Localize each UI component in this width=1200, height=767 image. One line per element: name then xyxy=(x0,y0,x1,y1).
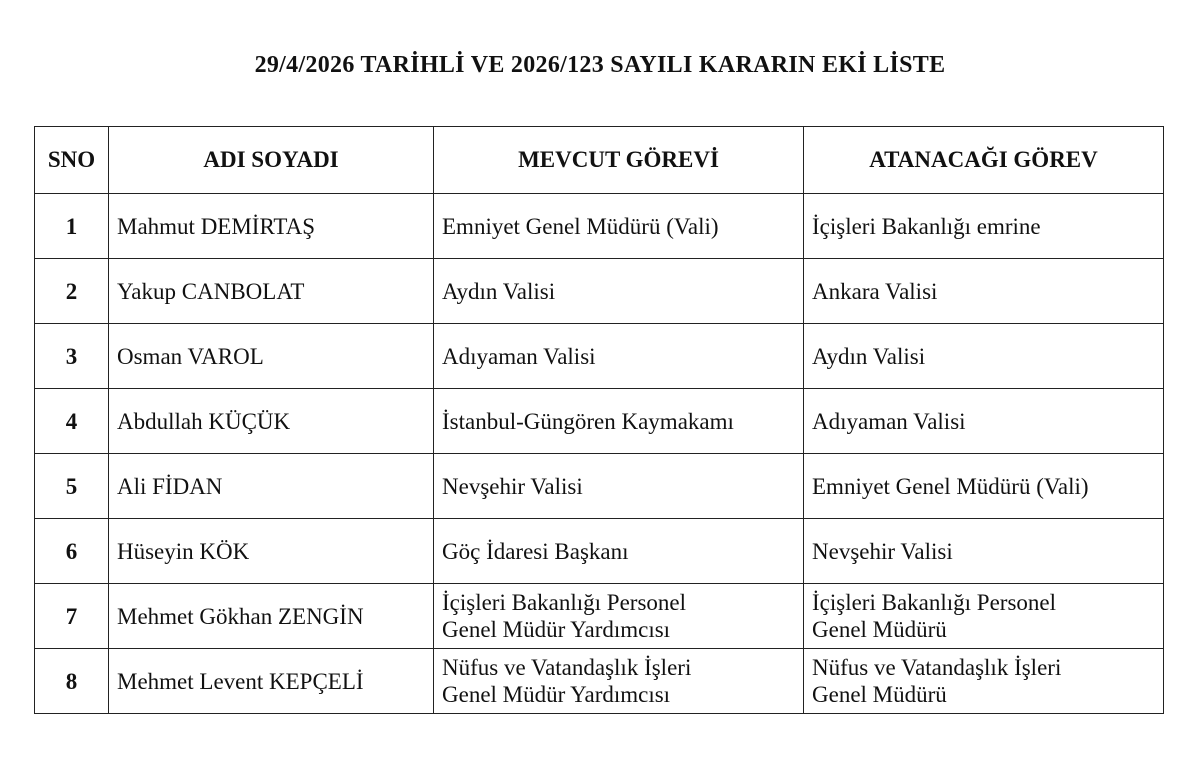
cell-name: Yakup CANBOLAT xyxy=(109,259,434,324)
cell-text-line: İçişleri Bakanlığı Personel xyxy=(812,590,1056,615)
cell-text-line: İçişleri Bakanlığı emrine xyxy=(812,213,1041,239)
cell-text-line: Ankara Valisi xyxy=(812,278,938,304)
header-current-duty: MEVCUT GÖREVİ xyxy=(434,127,804,194)
cell-text-line: Genel Müdür Yardımcısı xyxy=(442,682,671,707)
table-header xyxy=(35,127,1164,194)
cell-text-line: Nüfus ve Vatandaşlık İşleri xyxy=(812,655,1062,680)
header-sno: SNO xyxy=(35,127,109,194)
cell-sno: 7 xyxy=(35,584,109,649)
cell-current-duty xyxy=(434,584,804,649)
cell-current-duty xyxy=(434,519,804,584)
cell-current-duty xyxy=(434,194,804,259)
cell-text-line: Emniyet Genel Müdürü (Vali) xyxy=(442,213,719,239)
cell-sno: 8 xyxy=(35,649,109,714)
table-row xyxy=(35,389,1164,454)
cell-new-duty xyxy=(804,519,1164,584)
cell-sno: 5 xyxy=(35,454,109,519)
cell-name: Abdullah KÜÇÜK xyxy=(109,389,434,454)
table-row xyxy=(35,454,1164,519)
cell-name: Mahmut DEMİRTAŞ xyxy=(109,194,434,259)
table-row xyxy=(35,324,1164,389)
cell-current-duty xyxy=(434,259,804,324)
cell-name: Ali FİDAN xyxy=(109,454,434,519)
table-row xyxy=(35,584,1164,649)
cell-sno: 3 xyxy=(35,324,109,389)
header-new-duty: ATANACAĞI GÖREV xyxy=(804,127,1164,194)
table-row xyxy=(35,649,1164,714)
cell-new-duty xyxy=(804,259,1164,324)
cell-name: Hüseyin KÖK xyxy=(109,519,434,584)
cell-text-line: Aydın Valisi xyxy=(442,278,556,304)
cell-new-duty xyxy=(804,454,1164,519)
cell-text-line: Göç İdaresi Başkanı xyxy=(442,538,629,564)
cell-text-line: İçişleri Bakanlığı Personel xyxy=(442,590,686,615)
cell-text-line: Genel Müdür Yardımcısı xyxy=(442,617,671,642)
cell-text-line: İstanbul-Güngören Kaymakamı xyxy=(442,408,734,434)
cell-current-duty xyxy=(434,389,804,454)
cell-new-duty xyxy=(804,584,1164,649)
appointment-table xyxy=(34,126,1164,714)
cell-current-duty xyxy=(434,454,804,519)
cell-sno: 1 xyxy=(35,194,109,259)
header-row xyxy=(35,127,1164,194)
cell-text-line: Emniyet Genel Müdürü (Vali) xyxy=(812,473,1089,499)
cell-text-line: Adıyaman Valisi xyxy=(442,343,596,369)
cell-name: Osman VAROL xyxy=(109,324,434,389)
cell-text-line: Nevşehir Valisi xyxy=(442,473,583,499)
cell-text-line: Nüfus ve Vatandaşlık İşleri xyxy=(442,655,692,680)
cell-text-line: Genel Müdürü xyxy=(812,682,947,707)
cell-sno: 4 xyxy=(35,389,109,454)
cell-new-duty xyxy=(804,324,1164,389)
cell-sno: 6 xyxy=(35,519,109,584)
table-body xyxy=(35,194,1164,714)
cell-text-line: Adıyaman Valisi xyxy=(812,408,966,434)
table-row xyxy=(35,259,1164,324)
cell-current-duty xyxy=(434,649,804,714)
cell-text-line: Nevşehir Valisi xyxy=(812,538,953,564)
table-row xyxy=(35,519,1164,584)
document-title: 29/4/2026 TARİHLİ VE 2026/123 SAYILI KARARIN EKİ LİSTE xyxy=(254,52,946,78)
cell-name: Mehmet Levent KEPÇELİ xyxy=(109,649,434,714)
cell-sno: 2 xyxy=(35,259,109,324)
cell-current-duty xyxy=(434,324,804,389)
cell-new-duty xyxy=(804,389,1164,454)
header-name: ADI SOYADI xyxy=(109,127,434,194)
cell-name: Mehmet Gökhan ZENGİN xyxy=(109,584,434,649)
table-row xyxy=(35,194,1164,259)
cell-text-line: Aydın Valisi xyxy=(812,343,926,369)
cell-new-duty xyxy=(804,194,1164,259)
cell-new-duty xyxy=(804,649,1164,714)
cell-text-line: Genel Müdürü xyxy=(812,617,947,642)
